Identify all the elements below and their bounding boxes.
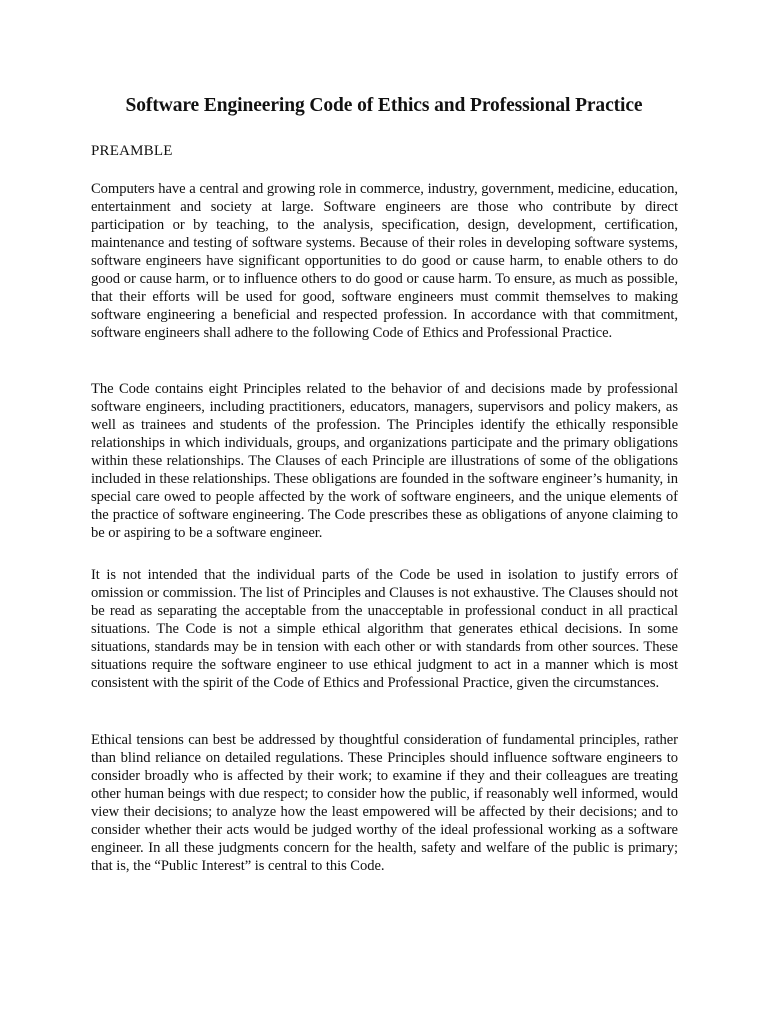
section-heading-preamble: PREAMBLE xyxy=(91,143,173,159)
document-title: Software Engineering Code of Ethics and Professional Practice xyxy=(125,95,643,116)
paragraph-4: Ethical tensions can best be addressed by thoughtful consideration of fundamental principles, rather than blind reliance on detailed regulations. These Principles should influence software engineers to consider broadly who is affected by their work; to examine if they and their colleagues are treating other human beings with due respect; to consider how the public, if reasonably well informed, would view their decisions; to analyze how the least empowered will be affected by their decisions; and to consider whether their acts would be judged worthy of the ideal professional working as a software engineer. In all these judgments concern for the health, safety and welfare of the public is primary; that is, the “Public Interest” is central to this Code. xyxy=(91,732,678,874)
paragraph-3: It is not intended that the individual parts of the Code be used in isolation to justify errors of omission or commission. The list of Principles and Clauses is not exhaustive. The Clauses should not be read as separating the acceptable from the unacceptable in professional conduct in all practical situations. The Code is not a simple ethical algorithm that generates ethical decisions. In some situations, standards may be in tension with each other or with standards from other sources. These situations require the software engineer to use ethical judgment to act in a manner which is most consistent with the spirit of the Code of Ethics and Professional Practice, given the circumstances. xyxy=(91,567,678,691)
paragraph-2: The Code contains eight Principles related to the behavior of and decisions made by professional software engineers, including practitioners, educators, managers, supervisors and policy makers, as well as trainees and students of the profession. The Principles identify the ethically responsible relationships in which individuals, groups, and organizations participate and the primary obligations within these relationships. The Clauses of each Principle are illustrations of some of the obligations included in these relationships. These obligations are founded in the software engineer’s humanity, in special care owed to people affected by the work of software engineers, and the unique elements of the practice of software engineering. The Code prescribes these as obligations of anyone claiming to be or aspiring to be a software engineer. xyxy=(91,381,678,541)
paragraph-1: Computers have a central and growing role in commerce, industry, government, medicine, education, entertainment and society at large. Software engineers are those who contribute by direct participation or by teaching, to the analysis, specification, design, development, certification, maintenance and testing of software systems. Because of their roles in developing software systems, software engineers have significant opportunities to do good or cause harm, to enable others to do good or cause harm, or to influence others to do good or cause harm. To ensure, as much as possible, that their efforts will be used for good, software engineers must commit themselves to making software engineering a beneficial and respected profession. In accordance with that commitment, software engineers shall adhere to the following Code of Ethics and Professional Practice. xyxy=(91,181,678,341)
